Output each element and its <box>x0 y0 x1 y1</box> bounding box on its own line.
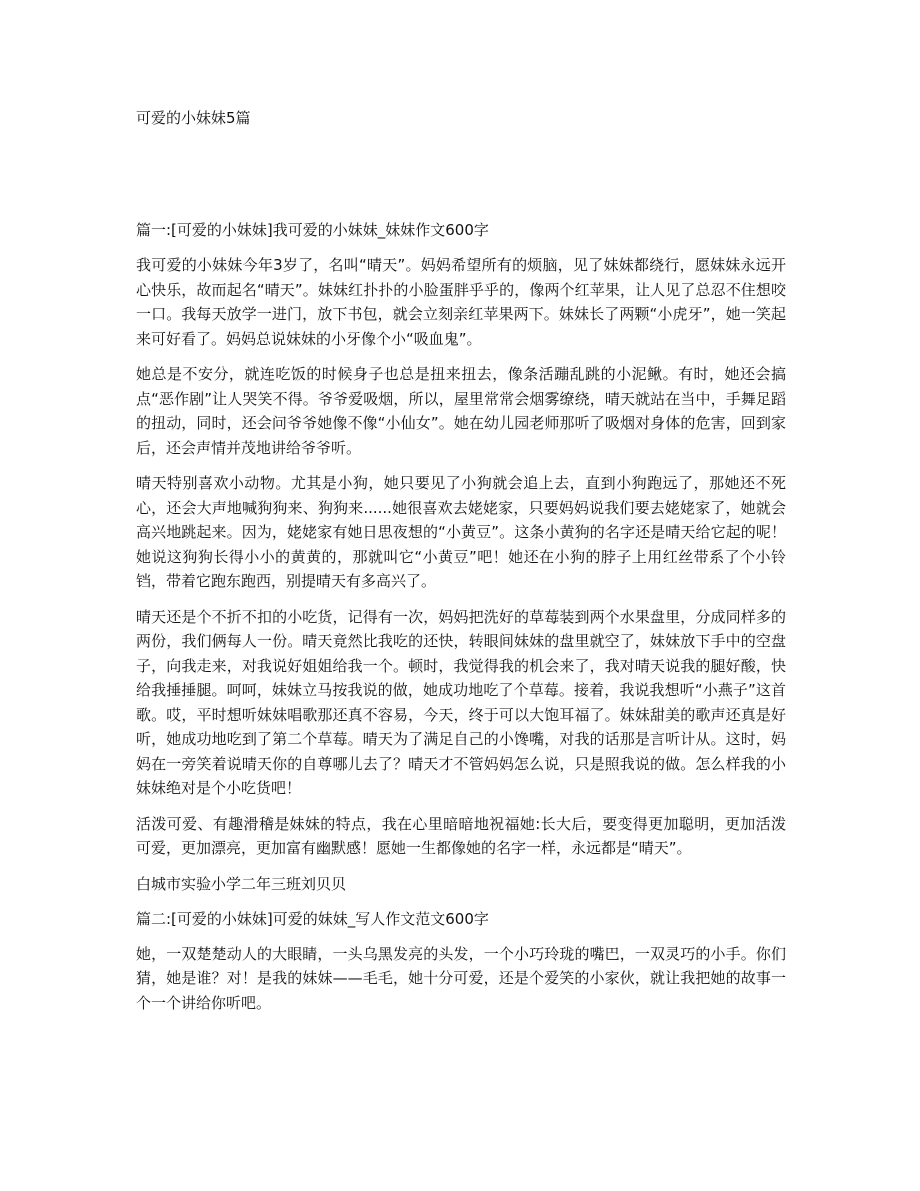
paragraph: 活泼可爱、有趣滑稽是妹妹的特点，我在心里暗暗地祝福她:长大后，要变得更加聪明，更加活泼可爱，更加漂亮，更加富有幽默感！愿她一生都像她的名字一样，永远都是“晴天”。 <box>136 814 786 857</box>
section-heading: 篇二:[可爱的小妹妹]可爱的妹妹_写人作文范文600字 <box>136 909 489 928</box>
section-heading: 篇一:[可爱的小妹妹]我可爱的小妹妹_妹妹作文600字 <box>136 221 489 239</box>
paragraph: 她总是不安分，就连吃饭的时候身子也总是扭来扭去，像条活蹦乱跳的小泥鳅。有时，她还会搞点“恶作剧”让人哭笑不得。爷爷爱吸烟，所以，屋里常常会烟雾缭绕，晴天就站在当中，手舞足蹈的扭动，同时，还会问爷爷她像不像“小仙女”。她在幼儿园老师那听了吸烟对身体的危害，回到家后，还会声情并茂地讲给爷爷听。 <box>136 365 786 457</box>
document-body <box>136 218 786 1026</box>
paragraph: 我可爱的小妹妹今年3岁了，名叫“晴天”。妈妈希望所有的烦脑，见了妹妹都绕行，愿妹妹永远开心快乐，故而起名“晴天”。妹妹红扑扑的小脸蛋胖乎乎的，像两个红苹果，让人见了总忍不住想咬一口。我每天放学一进门，放下书包，就会立刻亲红苹果两下。妹妹长了两颗“小虎牙”，她一笑起来可好看了。妈妈总说妹妹的小牙像个小“吸血鬼”。 <box>136 256 786 348</box>
document-title: 可爱的小妹妹5篇 <box>136 109 251 127</box>
paragraph: 晴天还是个不折不扣的小吃货，记得有一次，妈妈把洗好的草莓装到两个水果盘里，分成同样多的两份，我们俩每人一份。晴天竟然比我吃的还快，转眼间妹妹的盘里就空了，妹妹放下手中的空盘子，向我走来，对我说好姐姐给我一个。顿时，我觉得我的机会来了，我对晴天说我的腿好酸，快给我捶捶腿。呵呵，妹妹立马按我说的做，她成功地吃了个草莓。接着，我说我想听“小燕子”这首歌。哎，平时想听妹妹唱歌那还真不容易，今天，终于可以大饱耳福了。妹妹甜美的歌声还真是好听，她成功地吃到了第二个草莓。晴天为了满足自己的小馋嘴，对我的话那是言听计从。这时，妈妈在一旁笑着说晴天你的自尊哪儿去了？晴天才不管妈妈怎么说，只是照我说的做。怎么样我的小妹妹绝对是个小吃货吧！ <box>136 607 786 797</box>
author-signature: 白城市实验小学二年三班刘贝贝 <box>136 874 347 893</box>
paragraph: 晴天特别喜欢小动物。尤其是小狗，她只要见了小狗就会追上去，直到小狗跑远了，那她还不死心，还会大声地喊狗狗来、狗狗来......她很喜欢去姥姥家，只要妈妈说我们要去姥姥家了，她就会高兴地跳起来。因为，姥姥家有她日思夜想的“小黄豆”。这条小黄狗的名字还是晴天给它起的呢！她说这狗狗长得小小的黄黄的，那就叫它“小黄豆”吧！她还在小狗的脖子上用红丝带系了个小铃铛，带着它跑东跑西，别提晴天有多高兴了。 <box>136 474 786 590</box>
paragraph: 她，一双楚楚动人的大眼睛，一头乌黑发亮的头发，一个小巧玲珑的嘴巴，一双灵巧的小手。你们猜，她是谁？对！是我的妹妹——毛毛，她十分可爱，还是个爱笑的小家伙，就让我把她的故事一个一个讲给你听吧。 <box>136 944 786 1012</box>
